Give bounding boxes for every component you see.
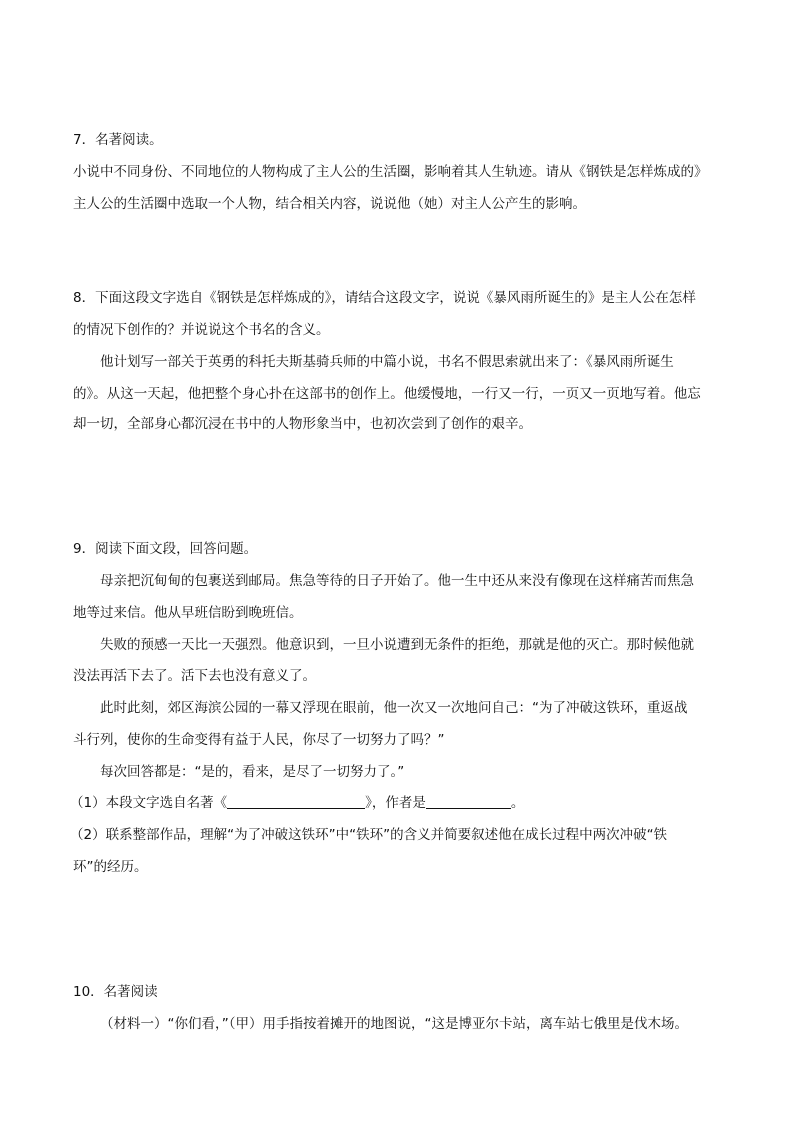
q9-sub1-text: （1）本段文字选自名著《 xyxy=(70,795,228,811)
q8-passage-line: 却一切，全部身心都沉浸在书中的人物形象当中，也初次尝到了创作的艰辛。 xyxy=(73,416,532,432)
q8-title: 8．下面这段文字选自《钢铁是怎样炼成的》，请结合这段文字，说说《暴风雨所诞生的》是主人公在怎样 xyxy=(73,290,696,306)
q9-passage-line: 母亲把沉甸甸的包裹送到邮局。焦急等待的日子开始了。他一生中还从来没有像现在这样痛苦而焦急 xyxy=(100,573,694,589)
q9-passage-line: 每次回答都是：“是的，看来，是尽了一切努力了。” xyxy=(100,764,405,780)
q9-passage-line: 此时此刻，郊区海滨公园的一幕又浮现在眼前，他一次又一次地问自己：“为了冲破这铁环，重返战 xyxy=(100,700,688,716)
q9-sub1-text: 》，作者是 xyxy=(365,795,426,811)
book-title-blank[interactable] xyxy=(227,794,365,809)
q9-subquestion-2-line2: 环”的经历。 xyxy=(73,859,148,875)
q10-passage-line: （材料一）“你们看，”（甲）用手指按着摊开的地图说，“这是博亚尔卡站，离车站七俄里是伐木场。 xyxy=(100,1016,688,1032)
q8-passage-line: 他计划写一部关于英勇的科托夫斯基骑兵师的中篇小说，书名不假思索就出来了：《暴风雨所诞生 xyxy=(100,354,674,370)
q7-title: 7．名著阅读。 xyxy=(73,132,163,148)
q9-passage-line: 失败的预感一天比一天强烈。他意识到，一旦小说遭到无条件的拒绝，那就是他的灭亡。那时候他就 xyxy=(100,637,694,653)
q9-title: 9．阅读下面文段，回答问题。 xyxy=(73,541,258,557)
q7-text-line: 小说中不同身份、不同地位的人物构成了主人公的生活圈，影响着其人生轨迹。请从《钢铁是怎样炼成的》 xyxy=(73,164,708,180)
author-blank[interactable] xyxy=(426,794,511,809)
q9-sub1-text: 。 xyxy=(510,795,525,811)
q9-passage-line: 斗行列，使你的生命变得有益于人民，你尽了一切努力了吗？” xyxy=(73,732,445,748)
q9-passage-line: 没法再活下去了。活下去也没有意义了。 xyxy=(73,668,316,684)
q8-title-line2: 的情况下创作的？并说说这个书名的含义。 xyxy=(73,322,330,338)
q9-subquestion-1 xyxy=(70,793,524,813)
q7-text-line: 主人公的生活圈中选取一个人物，结合相关内容，说说他（她）对主人公产生的影响。 xyxy=(73,196,586,212)
q10-title: 10．名著阅读 xyxy=(73,984,158,1000)
q9-passage-line: 地等过来信。他从早班信盼到晚班信。 xyxy=(73,605,303,621)
q9-subquestion-2: （2）联系整部作品，理解“为了冲破这铁环”中“铁环”的含义并简要叙述他在成长过程中两次冲破“铁 xyxy=(70,827,668,843)
q8-passage-line: 的》。从这一天起，他把整个身心扑在这部书的创作上。他缓慢地，一行又一行，一页又一页地写着。他忘 xyxy=(73,386,701,402)
